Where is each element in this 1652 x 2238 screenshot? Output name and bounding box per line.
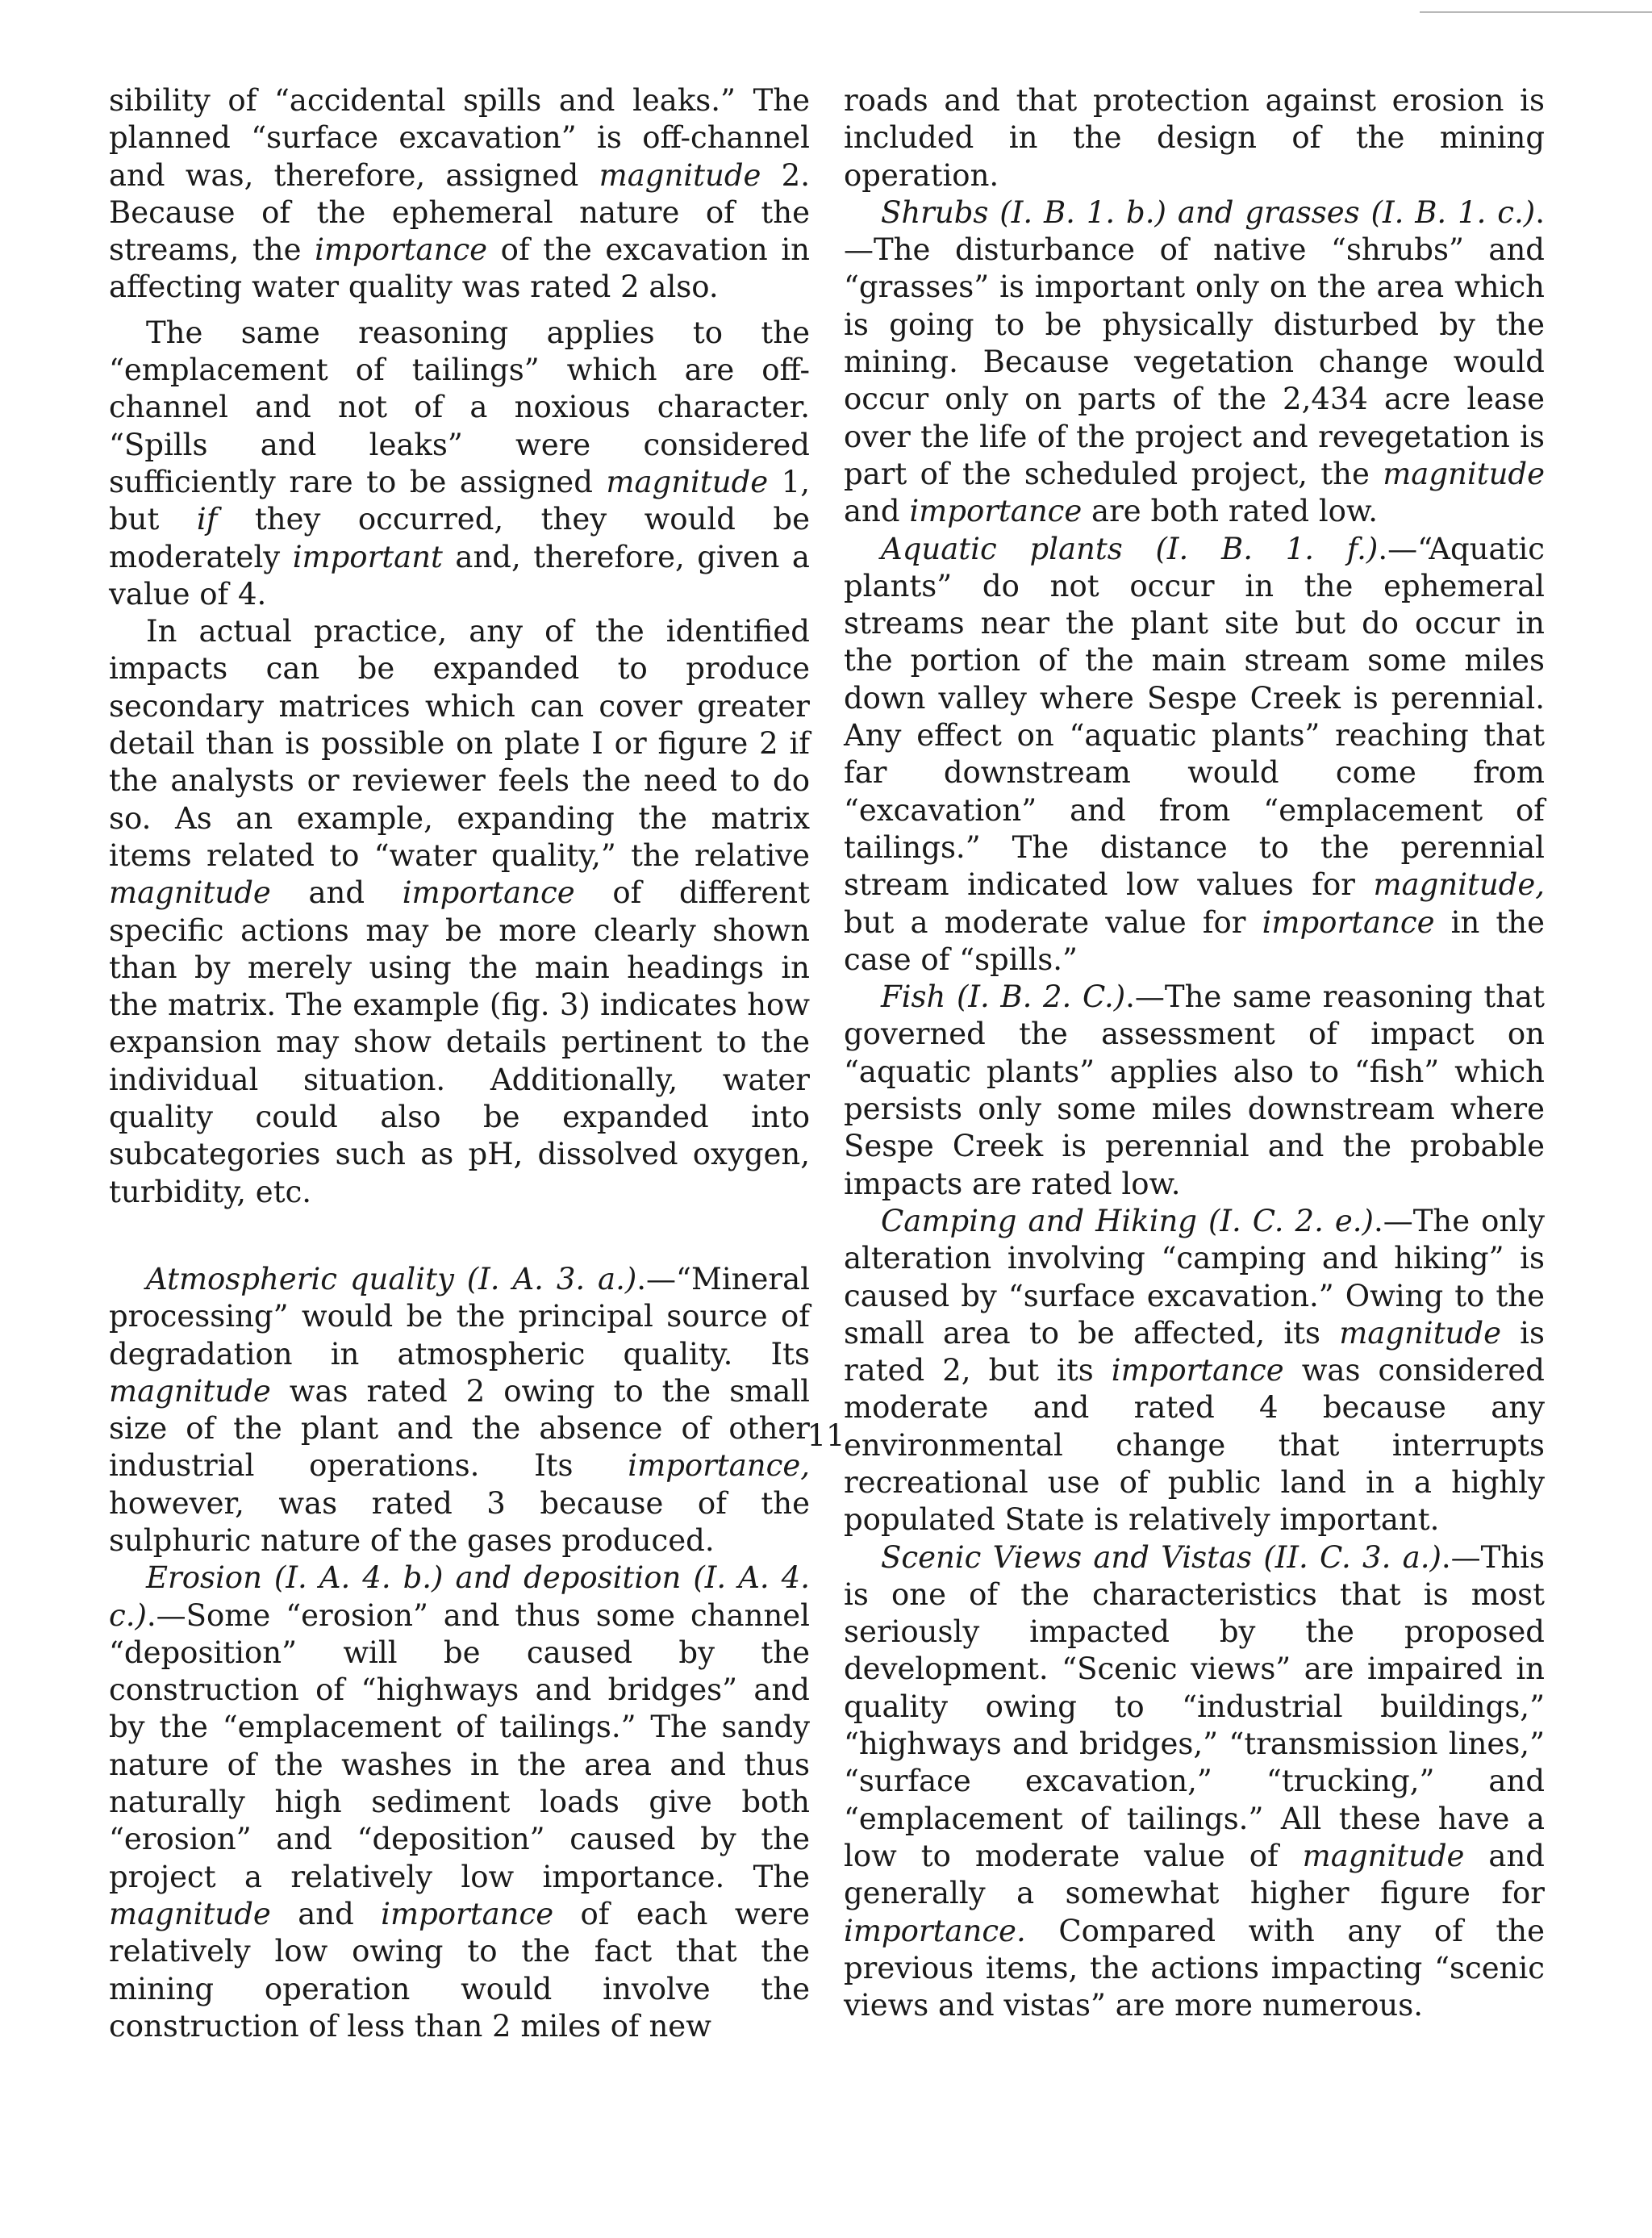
body-text: was rated 2 owing to the small size of the plant and the absence of other industrial operations. Its: [109, 1373, 810, 1484]
body-text: The same reasoning applies to the “emplacement of tailings” which are off-channel and not of a noxious character. “Spills and leaks” were considered sufficiently rare to be assigned: [109, 315, 810, 499]
body-text: of the excavation in affecting water quality was rated 2 also.: [109, 232, 810, 305]
italic-text: Atmospheric quality (I. A. 3. a.): [146, 1261, 637, 1296]
italic-text: Erosion (I. A. 4. b.) and deposition (I. A. 4. c.): [109, 1560, 810, 1633]
body-text: In actual practice, any of the identified impacts can be expanded to produce secondary matrices which can cover greater detail than is possible on plate I or figure 2 if the analysts or reviewer feels the need to do so. As an example, expanding the matrix items related to “water quality,” the relative: [109, 614, 810, 873]
italic-text: importance: [402, 875, 575, 911]
italic-text: magnitude: [109, 875, 271, 911]
italic-text: magnitude,: [1373, 867, 1545, 903]
body-text: they occurred, they would be moderately: [109, 502, 810, 574]
italic-text: importance: [381, 1896, 554, 1931]
body-text: Compared with any of the previous items, the actions impacting “scenic views and vistas” are more numerous.: [844, 1913, 1545, 2023]
italic-text: magnitude: [1383, 456, 1545, 491]
body-text: 2. Because of the ephemeral nature of the streams, the: [109, 157, 810, 268]
body-text: in the case of “spills.”: [844, 904, 1545, 977]
italic-text: Camping and Hiking (I. C. 2. e.): [881, 1203, 1374, 1238]
body-text: and: [270, 875, 403, 911]
right-column: [844, 82, 1545, 2024]
body-text: but a moderate value for: [844, 904, 1262, 940]
paragraph-p3: [109, 613, 810, 1211]
body-text: .—The only alteration involving “camping and hiking” is caused by “surface excavation.” Owing to the small area to be affected, its: [844, 1203, 1545, 1351]
italic-text: magnitude: [606, 464, 769, 499]
italic-text: magnitude: [1302, 1838, 1465, 1873]
paragraph-p2: [109, 315, 810, 613]
italic-text: important: [292, 539, 443, 574]
italic-text: magnitude: [599, 157, 761, 193]
italic-text: magnitude: [109, 1373, 271, 1409]
body-text: of different specific actions may be more clearly shown than by merely using the main headings in the matrix. The example (fig. 3) indicates how expansion may show details pertinent to the individual situation. Additionally, water quality could also be expanded into subcategories such as pH, dissolved oxygen, turbidity, etc.: [109, 875, 810, 1209]
paragraph-p4: [109, 1261, 810, 1560]
paragraph-q3: [844, 531, 1545, 979]
body-text: .—This is one of the characteristics that is most seriously impacted by the proposed development. “Scenic views” are impaired in quality owing to “industrial buildings,” “highways and bridges,” “transmission lines,” “surface excavation,” “trucking,” and “emplacement of tailings.” All these have a low to moderate value of: [844, 1539, 1545, 1873]
body-text: 1, but: [109, 464, 810, 537]
italic-text: magnitude: [1339, 1315, 1501, 1351]
italic-text: importance,: [628, 1448, 810, 1484]
paragraph-p5: [109, 1560, 810, 2045]
body-text: .—“Mineral processing” would be the principal source of degradation in atmospheric quality. Its: [109, 1261, 810, 1372]
italic-text: importance.: [844, 1913, 1026, 1948]
body-text: and: [270, 1896, 382, 1931]
paragraph-q5: [844, 1203, 1545, 1539]
body-text: and, therefore, given a value of 4.: [109, 539, 810, 612]
left-column: [109, 82, 810, 2045]
body-text: .—“Aquatic plants” do not occur in the ephemeral streams near the plant site but do occur in the portion of the main stream some miles down valley where Sespe Creek is perennial. Any effect on “aquatic plants” reaching that far downstream would come from “excavation” and from “emplacement of tailings.” The distance to the perennial stream indicated low values for: [844, 531, 1545, 903]
top-rule: [1420, 11, 1652, 13]
italic-text: importance: [909, 494, 1083, 529]
body-text: is rated 2, but its: [844, 1315, 1545, 1388]
body-text: .—The same reasoning that governed the assessment of impact on “aquatic plants” applies also to “fish” which persists only some miles downstream where Sespe Creek is perennial and the probable impacts are rated low.: [844, 979, 1545, 1201]
paragraph-p1: [109, 82, 810, 307]
italic-text: Shrubs (I. B. 1. b.) and grasses (I. B. 1. c.): [881, 194, 1536, 230]
italic-text: Aquatic plants (I. B. 1. f.): [881, 531, 1379, 566]
body-text: are both rated low.: [1082, 494, 1378, 529]
paragraph-q1: [844, 82, 1545, 194]
page-number: 11: [807, 1418, 845, 1453]
italic-text: importance: [1262, 904, 1435, 940]
italic-text: magnitude: [109, 1896, 271, 1931]
italic-text: importance: [1111, 1353, 1284, 1388]
body-text: however, was rated 3 because of the sulphuric nature of the gases produced.: [109, 1485, 810, 1558]
paragraph-q6: [844, 1539, 1545, 2025]
italic-text: importance: [315, 232, 488, 268]
body-text: and: [844, 494, 910, 529]
body-text: .—Some “erosion” and thus some channel “deposition” will be caused by the construction of “highways and bridges” and by the “emplacement of tailings.” The sandy nature of the washes in the area and thus naturally high sediment loads give both “erosion” and “deposition” caused by the project a relatively low importance. The: [109, 1597, 810, 1894]
body-text: .—The disturbance of native “shrubs” and “grasses” is important only on the area which is going to be physically disturbed by the mining. Because vegetation change would occur only on parts of the 2,434 acre lease over the life of the project and revegetation is part of the scheduled project, the: [844, 194, 1545, 491]
body-text: sibility of “accidental spills and leaks.” The planned “surface excavation” is off-channel and was, therefore, assigned: [109, 83, 810, 193]
paragraph-q2: [844, 194, 1545, 531]
body-text: roads and that protection against erosion is included in the design of the mining operation.: [844, 83, 1545, 193]
paragraph-q4: [844, 979, 1545, 1203]
italic-text: Fish (I. B. 2. C.): [881, 979, 1126, 1015]
italic-text: Scenic Views and Vistas (II. C. 3. a.): [881, 1539, 1441, 1575]
italic-text: if: [196, 502, 218, 537]
body-text: was considered moderate and rated 4 because any environmental change that interrupts recreational use of public land in a highly populated State is relatively important.: [844, 1353, 1545, 1538]
body-text: and generally a somewhat higher figure for: [844, 1838, 1545, 1911]
body-text: of each were relatively low owing to the fact that the mining operation would involve the construction of less than 2 miles of new: [109, 1896, 810, 2044]
